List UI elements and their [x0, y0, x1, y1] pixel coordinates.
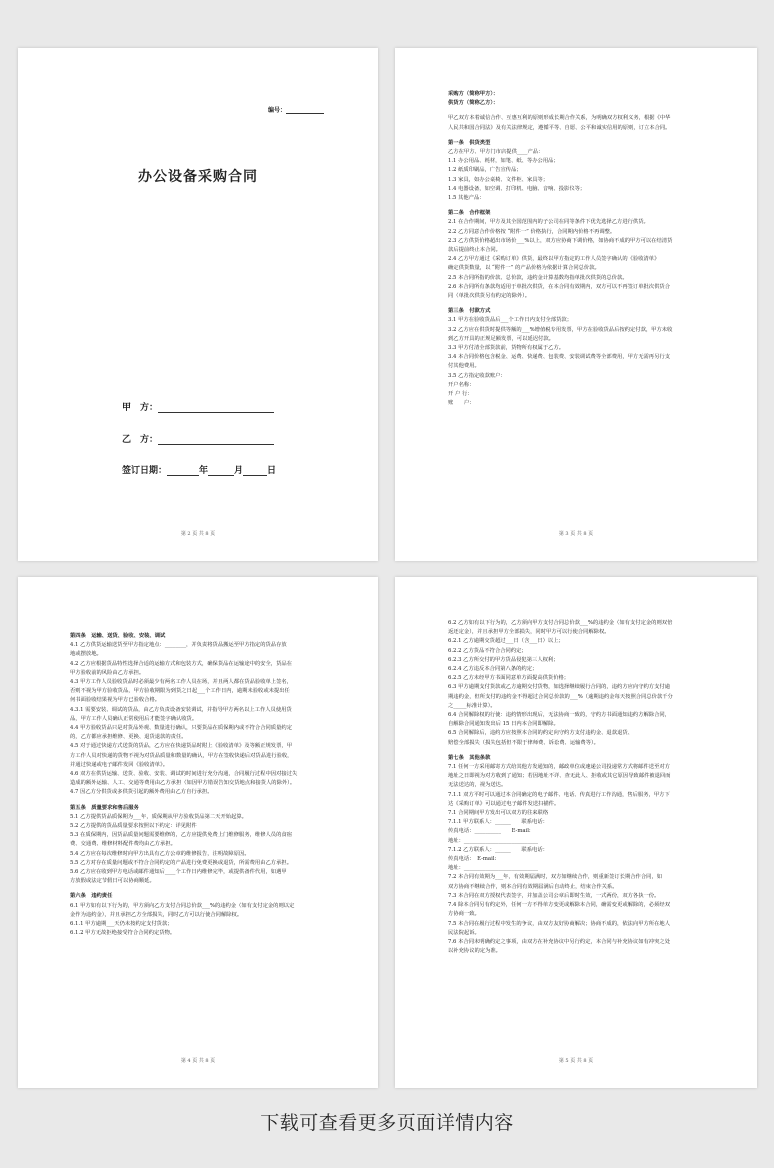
page-body-text [448, 90, 713, 409]
text-line: 7.1 合同期间甲方发出可以双方的往来联络 [448, 810, 549, 817]
party-b-label: 乙 方： [122, 435, 159, 445]
page-body-text [448, 619, 713, 956]
party-b-field [122, 432, 274, 445]
text-line: 品，甲方工作人员确认正常使用后才能签字确认收货。 [70, 715, 198, 722]
text-line: 3.2 乙方应在供货时提供等额的___%增值税专用发票，甲方在验收货品后按约定付款，甲方未收 [448, 326, 673, 333]
text-line: 民法院起诉。 [448, 929, 480, 936]
section-heading: 第六条 违约责任 [70, 893, 113, 900]
section-heading: 第五条 质量要求和售后服务 [70, 804, 139, 811]
text-line: 确定供货数量，以 “附件一” 的产品价格为依据计算合同总价款。 [448, 265, 600, 272]
text-line: 5.5 乙方对存在质量问题或不符合合同约定的产品进行免费更换或退货，所需费用由乙方承担。 [70, 859, 292, 866]
text-line: 6.2.1 乙方逾期交货超过___日（含___日）以上； [448, 638, 564, 645]
page-footer: 第 4 页 共 8 页 [180, 1058, 216, 1064]
text-line: 方工作人员对快递的货物不视为对货品质量和数量的确认，甲方在签收快递后对货品进行验收， [70, 752, 293, 759]
text-line: 2.1 在合作期间，甲方及其全国范围内的子公司在同等条件下优先选择乙方进行供货。 [448, 219, 649, 226]
text-line: 款后提前终止本合同。 [448, 247, 501, 254]
text-line: 传真电话： E-mail: [448, 856, 497, 863]
text-line: 1.4 电器设备，如空调、打印机、电脑、音响、投影仪等； [448, 185, 586, 192]
text-line: 4.1 乙方供货运输送货至甲方指定地点：________，并负责将货品搬运至甲方指定的货品存放 [70, 642, 287, 649]
contract-number-label: 编号： [267, 107, 286, 114]
section-heading: 第七条 其他条款 [448, 754, 491, 761]
month-label: 月 [234, 466, 244, 476]
contract-page-2 [395, 48, 757, 561]
text-line: 4.7 因乙方分供货或多供货引起的额外费用由乙方自行承担。 [70, 789, 213, 796]
page-footer: 第 2 页 共 8 页 [180, 531, 216, 537]
text-line: 7.1.2 乙方联系人：______ 联系电话： [448, 846, 548, 853]
text-line: 无法送达的，视为送达。 [448, 782, 507, 789]
year-label: 年 [199, 466, 209, 476]
text-line: 2.5 本合同所指的价款、总价款，违约金计算基数均指单批次供货的总价款。 [448, 274, 628, 281]
sign-date-label: 签订日期： [122, 466, 168, 476]
text-line: 方放假或法定节假日可以协商顺延。 [70, 878, 155, 885]
text-line: 6.2.3 乙方所交付的甲方货品侵犯第三人权利； [448, 656, 559, 663]
text-line: 乙方在甲方、甲方门市店提供____产品： [448, 149, 544, 156]
text-line: 6.4 合同解除权的行使：违约情形出现后，无法协商一致的，守约方书面通知违约方解除合同， [448, 712, 670, 719]
text-line: 7.5 本合同在履行过程中发生的争议，由双方友好协商解决；协商不成的，依法向甲方所在地人 [448, 920, 670, 927]
text-line: 7.1.1 甲方联系人：______ 联系电话： [448, 819, 548, 826]
text-line: 2.6 本合同所有条款均适用于单批次供货，在本合同有效期内，双方可以不再签订单批次供货合 [448, 283, 670, 290]
text-line: 并通过快递或电子邮件发回《验收清单》。 [70, 761, 168, 768]
section-heading: 第二条 合作框架 [448, 210, 491, 217]
text-line: 人民共和国合同法》及有关法律规定，遵循平等、自愿、公平和诚实信用的原则，订立本合同。 [448, 124, 671, 131]
text-line: 以补充协议的定为准。 [448, 948, 501, 955]
text-line: 6.1 甲方如有以下行为的，甲方须向乙方支付合同总价款___%的违约金（如有支付定金的则以定 [70, 902, 295, 909]
contract-title: 办公设备采购合同 [138, 169, 258, 185]
text-line: 5.3 在质保期内，因货品质量问题需要维修的，乙方应提供免费上门维修服务，维修人员的食宿 [70, 832, 292, 839]
contract-page-3 [18, 577, 378, 1088]
text-line: 否则不视为甲方验收货品，甲方验收期限为到货之日起___个工作日内，逾期未验收或未提出任 [70, 688, 290, 695]
text-line: 的，乙方都应承担维修、更换、退货退款的责任。 [70, 734, 187, 741]
text-line: 7.3 本合同在双方授权代表签字，并加盖公司公章后即时生效，一式两份，双方各执一份。 [448, 892, 660, 899]
text-line: 付其他费用。 [448, 363, 480, 370]
section-heading: 采购方（简称甲方）： [448, 91, 499, 97]
text-line: 3.3 甲方付清全部货款前，货物所有权属于乙方。 [448, 345, 565, 352]
text-line: 6.3 甲方逾期支付货款或乙方逾期交付货物，如选择继续履行合同的，违约方应向守约方支付逾 [448, 684, 670, 691]
text-line: 赔偿全部损失（损失包括但不限于律师费、诉讼费、运输费等）。 [448, 739, 599, 746]
text-line: 4.4 甲方验收货品只是对货品外观、数量进行确认，只要货品在质保期内或不符合合同质量约定 [70, 725, 292, 732]
text-line: 到乙方开具的正规足额发票，可以延迟付款。 [448, 335, 554, 342]
section-heading: 第三条 付款方式 [448, 308, 491, 315]
text-line: 7.2 本合同有效期为___年，有效期届满时，双方如继续合作，则重新签订长期合作合同，如 [448, 874, 663, 881]
text-line: 5.4 乙方应在每次维修时向甲方出具有乙方公章的维修报告，注明故障原因。 [70, 850, 250, 857]
text-line: 4.3.1 需要安装、调试的货品，由乙方负责设备安装调试，并指导甲方两名以上工作人员使用货 [70, 706, 292, 713]
text-line: 甲乙双方本着诚信合作、互惠互利的原则形成长期合作关系，为明确双方权利义务，根据《中华 [448, 115, 671, 122]
text-line: 传真电话：__________ E-mail: [448, 828, 531, 835]
section-heading: 供货方（简称乙方）： [448, 100, 499, 107]
text-line: 5.2 乙方提供的货品质量要求按照以下约定：详见附件 [70, 823, 197, 830]
text-line: 1.3 家具，如办公桌椅、文件柜、家具等； [448, 176, 549, 183]
page-footer: 第 3 页 共 8 页 [558, 531, 594, 537]
text-line: 6.2.4 乙方违反本合同第八条的约定； [448, 666, 538, 673]
text-line: 自解除合同通知发出后 15 日内本合同即解除。 [448, 721, 559, 728]
text-line: 地或摆放地。 [70, 651, 102, 658]
text-line: 7.1 任何一方采用邮寄方式给其他方发通知的，邮政单位或速递公司投递常方式将邮件送至对方 [448, 764, 670, 771]
text-line: 何书面验收结果视为甲方已验收合格。 [70, 697, 161, 704]
text-line: 甲方验收前的风险由乙方承担。 [70, 669, 145, 676]
text-line: 期违约金，但所支付的违约金不得超过合同总价款的___%（逾期违约金每天按照合同总价款千分 [448, 693, 673, 700]
text-line: 开户名称： [448, 381, 475, 388]
party-a-field [122, 400, 274, 413]
contract-page-4 [395, 577, 757, 1088]
text-line: 6.1.2 甲方无故拒绝接受符合合同约定货物。 [70, 930, 176, 937]
text-line: 6.5 合同解除后，违约方应按照本合同的约定向守约方支付违约金、退款退货、 [448, 730, 633, 737]
text-line: 方协商一致。 [448, 911, 480, 918]
text-line: 达《采购订单》可以通过电子邮件发送扫描件。 [448, 800, 560, 807]
sign-date-field [122, 463, 276, 476]
text-line: 6.2.2 乙方货品不符合合同约定； [448, 647, 527, 654]
text-line: 4.6 双方在供货运输、送货、验收、安装、调试的时间进行充分沟通，合同履行过程中因对接过失 [70, 771, 298, 778]
text-line: 7.6 本合同未明确约定之事项，由双方在补充协议中另行约定，本合同与补充协议如有冲突之处 [448, 938, 670, 945]
contract-page-cover [18, 48, 378, 561]
section-heading: 第一条 供货类型 [448, 139, 491, 146]
text-line: 2.2 乙方同意合作价格按 “附件一” 价格执行，合同期内价格不再调整。 [448, 228, 616, 235]
text-line: 5.6 乙方应在收到甲方电话或邮件通知后____个工作日内维修完毕，或提供备件代用，如遇甲 [70, 869, 287, 876]
text-line: 3.1 甲方在验收货品后___个工作日内支付全部货款； [448, 317, 572, 324]
text-line: 地址：____________________________ [448, 865, 539, 872]
text-line: 双方协商不继续合作，则本合同有效期届满后自动终止，结束合作关系。 [448, 883, 618, 890]
contract-number-blank [286, 107, 324, 114]
text-line: 地址之日即视为对方收到了通知；若因地址不详、查无此人、拒收或其它原因导致邮件被退回而 [448, 773, 671, 780]
party-b-blank [158, 435, 274, 445]
party-a-blank [158, 403, 274, 413]
text-line: 1.2 纸质印刷品，广告宣传品； [448, 167, 522, 174]
text-line: 2.4 乙方甲方通过《采购订单》供货，最终以甲方指定的工作人员签字确认的《验收清单》 [448, 256, 660, 263]
text-line: 4.2 乙方应根据货品特性选择合适的运输方式和包装方式，确保货品在运输途中的安全，货品在 [70, 660, 292, 667]
page-footer: 第 5 页 共 8 页 [558, 1058, 594, 1064]
day-label: 日 [267, 466, 277, 476]
text-line: 6.2.5 乙方未经甲方书面同意单方面提高供货价格； [448, 675, 570, 682]
text-line: 返还定金），并且承担甲方全部损失，同时甲方可以行使合同解除权。 [448, 629, 610, 636]
text-line: 7.1.1 双方平时可以通过本合同确定的电子邮件、电话、传真进行工作沟通，售后服务，甲方下 [448, 791, 670, 798]
text-line: 7.4 除本合同另有约定外，任何一方不得单方变更或解除本合同，确需变更或解除的，必须经双 [448, 902, 670, 909]
text-line: 4.3 甲方工作人员验收货品时必须最少有两名工作人员在场，并且两人都在货品验收单上签名， [70, 679, 292, 686]
text-line: 金作为违约金），并且承担乙方全部损失，同时乙方可以行使合同解除权。 [70, 911, 243, 918]
text-line: 造成的额外运输、人工、交通等费用由乙方承担（如因甲方错误告知交货地点和接货人的除外）。 [70, 780, 296, 787]
text-line: 4.5 对于通过快递方式送货的货品，乙方应在快递货品时附上《验收清单》及等额正规发票，甲 [70, 743, 292, 750]
text-line: 6.1.1 甲方逾期___天仍未按约定支付货款； [70, 921, 173, 928]
text-line: 2.3 乙方供货价格超出市场价___%以上，双方应协商下调价格，如协商不成的甲方可以在结清货 [448, 237, 673, 244]
text-line: 地址：____________________________ [448, 837, 539, 844]
contract-number-field [268, 105, 324, 114]
text-line: 6.2 乙方如有以下行为的，乙方须向甲方支付合同总价款___%的违约金（如有支付定金的则双倍 [448, 620, 673, 626]
page-body-text [70, 632, 334, 939]
text-line: 账 户： [448, 400, 475, 407]
text-line: 之_____标准计算）。 [448, 702, 496, 709]
text-line: 开 户 行： [448, 391, 473, 398]
text-line: 3.5 乙方指定收款账户： [448, 372, 506, 379]
download-more-banner[interactable]: 下载可查看更多页面详情内容 [260, 1112, 514, 1134]
text-line: 同（单批次供货另有约定的除外）。 [448, 293, 531, 300]
text-line: 5.1 乙方提供货品质保期为___年，质保期从甲方验收货品第二天开始起算。 [70, 813, 247, 820]
section-heading: 第四条 运输、送货、验收、安装、调试 [70, 633, 166, 639]
text-line: 1.5 其他产品： [448, 195, 485, 202]
text-line: 1.1 办公用品、耗材，如笔、纸、等办公用品； [448, 158, 559, 165]
text-line: 3.4 本合同价格包含税金、运费、快递费、包装费、安装调试费等全部费用，甲方无需再另行支 [448, 354, 670, 361]
party-a-label: 甲 方： [122, 403, 159, 413]
text-line: 费、交通费、维修材料配件费均由乙方承担。 [70, 841, 176, 848]
